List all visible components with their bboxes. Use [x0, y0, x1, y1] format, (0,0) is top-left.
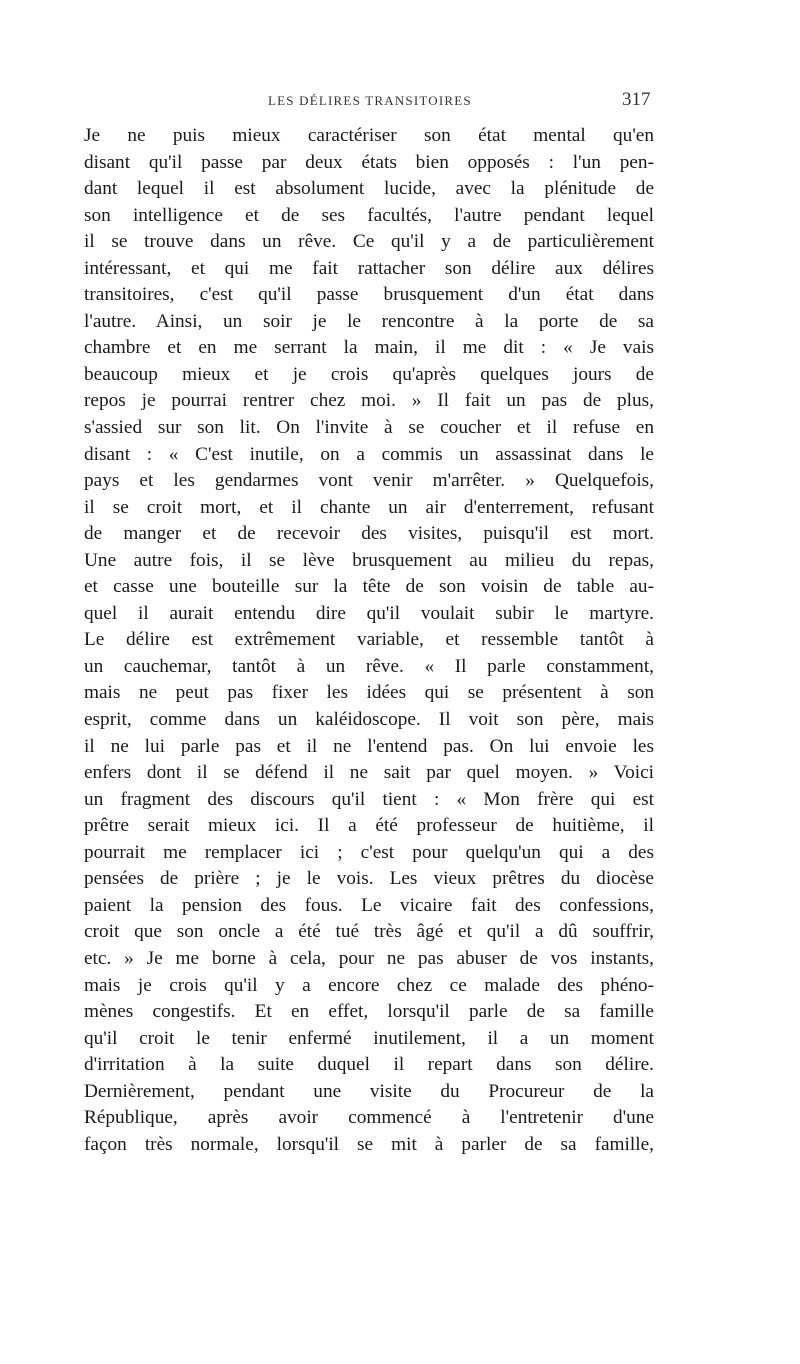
text-line: pensées de prière ; je le vois. Les vieux prêtres du diocèse — [84, 868, 654, 890]
text-line: repos je pourrai rentrer chez moi. » Il fait un pas de plus, — [84, 390, 654, 412]
text-line: Je ne puis mieux caractériser son état mental qu'en — [84, 125, 654, 146]
text-line: pourrait me remplacer ici ; c'est pour quelqu'un qui a des — [84, 841, 654, 863]
text-line: République, après avoir commencé à l'entretenir d'une — [84, 1107, 654, 1129]
text-line: esprit, comme dans un kaléidoscope. Il voit son père, mais — [84, 709, 654, 731]
text-line: enfers dont il se défend il ne sait par quel moyen. » Voici — [84, 762, 654, 784]
text-line: de manger et de recevoir des visites, puisqu'il est mort. — [84, 523, 654, 545]
text-line: façon très normale, lorsqu'il se mit à parler de sa famille, — [84, 1133, 654, 1155]
page-number: 317 — [622, 89, 651, 110]
text-line: son intelligence et de ses facultés, l'autre pendant lequel — [84, 204, 654, 226]
text-line: pays et les gendarmes vont venir m'arrêter. » Quelquefois, — [84, 470, 654, 492]
text-line: s'assied sur son lit. On l'invite à se coucher et il refuse en — [84, 417, 654, 439]
text-line: un cauchemar, tantôt à un rêve. « Il parle constamment, — [84, 655, 654, 677]
text-line: disant : « C'est inutile, on a commis un assassinat dans le — [84, 443, 654, 465]
text-line: dant lequel il est absolument lucide, avec la plénitude de — [84, 178, 654, 200]
text-line: il se croit mort, et il chante un air d'enterrement, refusant — [84, 496, 654, 518]
text-line: qu'il croit le tenir enfermé inutilement, il a un moment — [84, 1027, 654, 1049]
text-line: mais ne peut pas fixer les idées qui se présentent à son — [84, 682, 654, 704]
text-line: d'irritation à la suite duquel il repart dans son délire. — [84, 1054, 654, 1076]
text-line: Le délire est extrêmement variable, et ressemble tantôt à — [84, 629, 654, 651]
body-text — [84, 123, 654, 1158]
text-line: Une autre fois, il se lève brusquement au milieu du repas, — [84, 549, 654, 571]
text-line: prêtre serait mieux ici. Il a été professeur de huitième, il — [84, 815, 654, 837]
text-line: quel il aurait entendu dire qu'il voulait subir le martyre. — [84, 602, 654, 624]
text-line: il ne lui parle pas et il ne l'entend pas. On lui envoie les — [84, 735, 654, 757]
text-line: disant qu'il passe par deux états bien opposés : l'un pen- — [84, 151, 654, 173]
text-line: beaucoup mieux et je crois qu'après quelques jours de — [84, 363, 654, 385]
text-line: croit que son oncle a été tué très âgé et qu'il a dû souffrir, — [84, 921, 654, 943]
text-line: mènes congestifs. Et en effet, lorsqu'il parle de sa famille — [84, 1001, 654, 1023]
text-line: et casse une bouteille sur la tête de son voisin de table au- — [84, 576, 654, 598]
text-line: etc. » Je me borne à cela, pour ne pas abuser de vos instants, — [84, 947, 654, 969]
text-line: chambre et en me serrant la main, il me dit : « Je vais — [84, 337, 654, 359]
text-line: il se trouve dans un rêve. Ce qu'il y a de particulièrement — [84, 231, 654, 253]
text-line: paient la pension des fous. Le vicaire fait des confessions, — [84, 894, 654, 916]
text-line: mais je crois qu'il y a encore chez ce malade des phéno- — [84, 974, 654, 996]
running-head: LES DÉLIRES TRANSITOIRES — [268, 93, 472, 108]
text-line: transitoires, c'est qu'il passe brusquement d'un état dans — [84, 284, 654, 306]
text-line: intéressant, et qui me fait rattacher son délire aux délires — [84, 257, 654, 279]
text-line: l'autre. Ainsi, un soir je le rencontre à la porte de sa — [84, 310, 654, 332]
text-line: Dernièrement, pendant une visite du Procureur de la — [84, 1080, 654, 1102]
text-line: un fragment des discours qu'il tient : « Mon frère qui est — [84, 788, 654, 810]
